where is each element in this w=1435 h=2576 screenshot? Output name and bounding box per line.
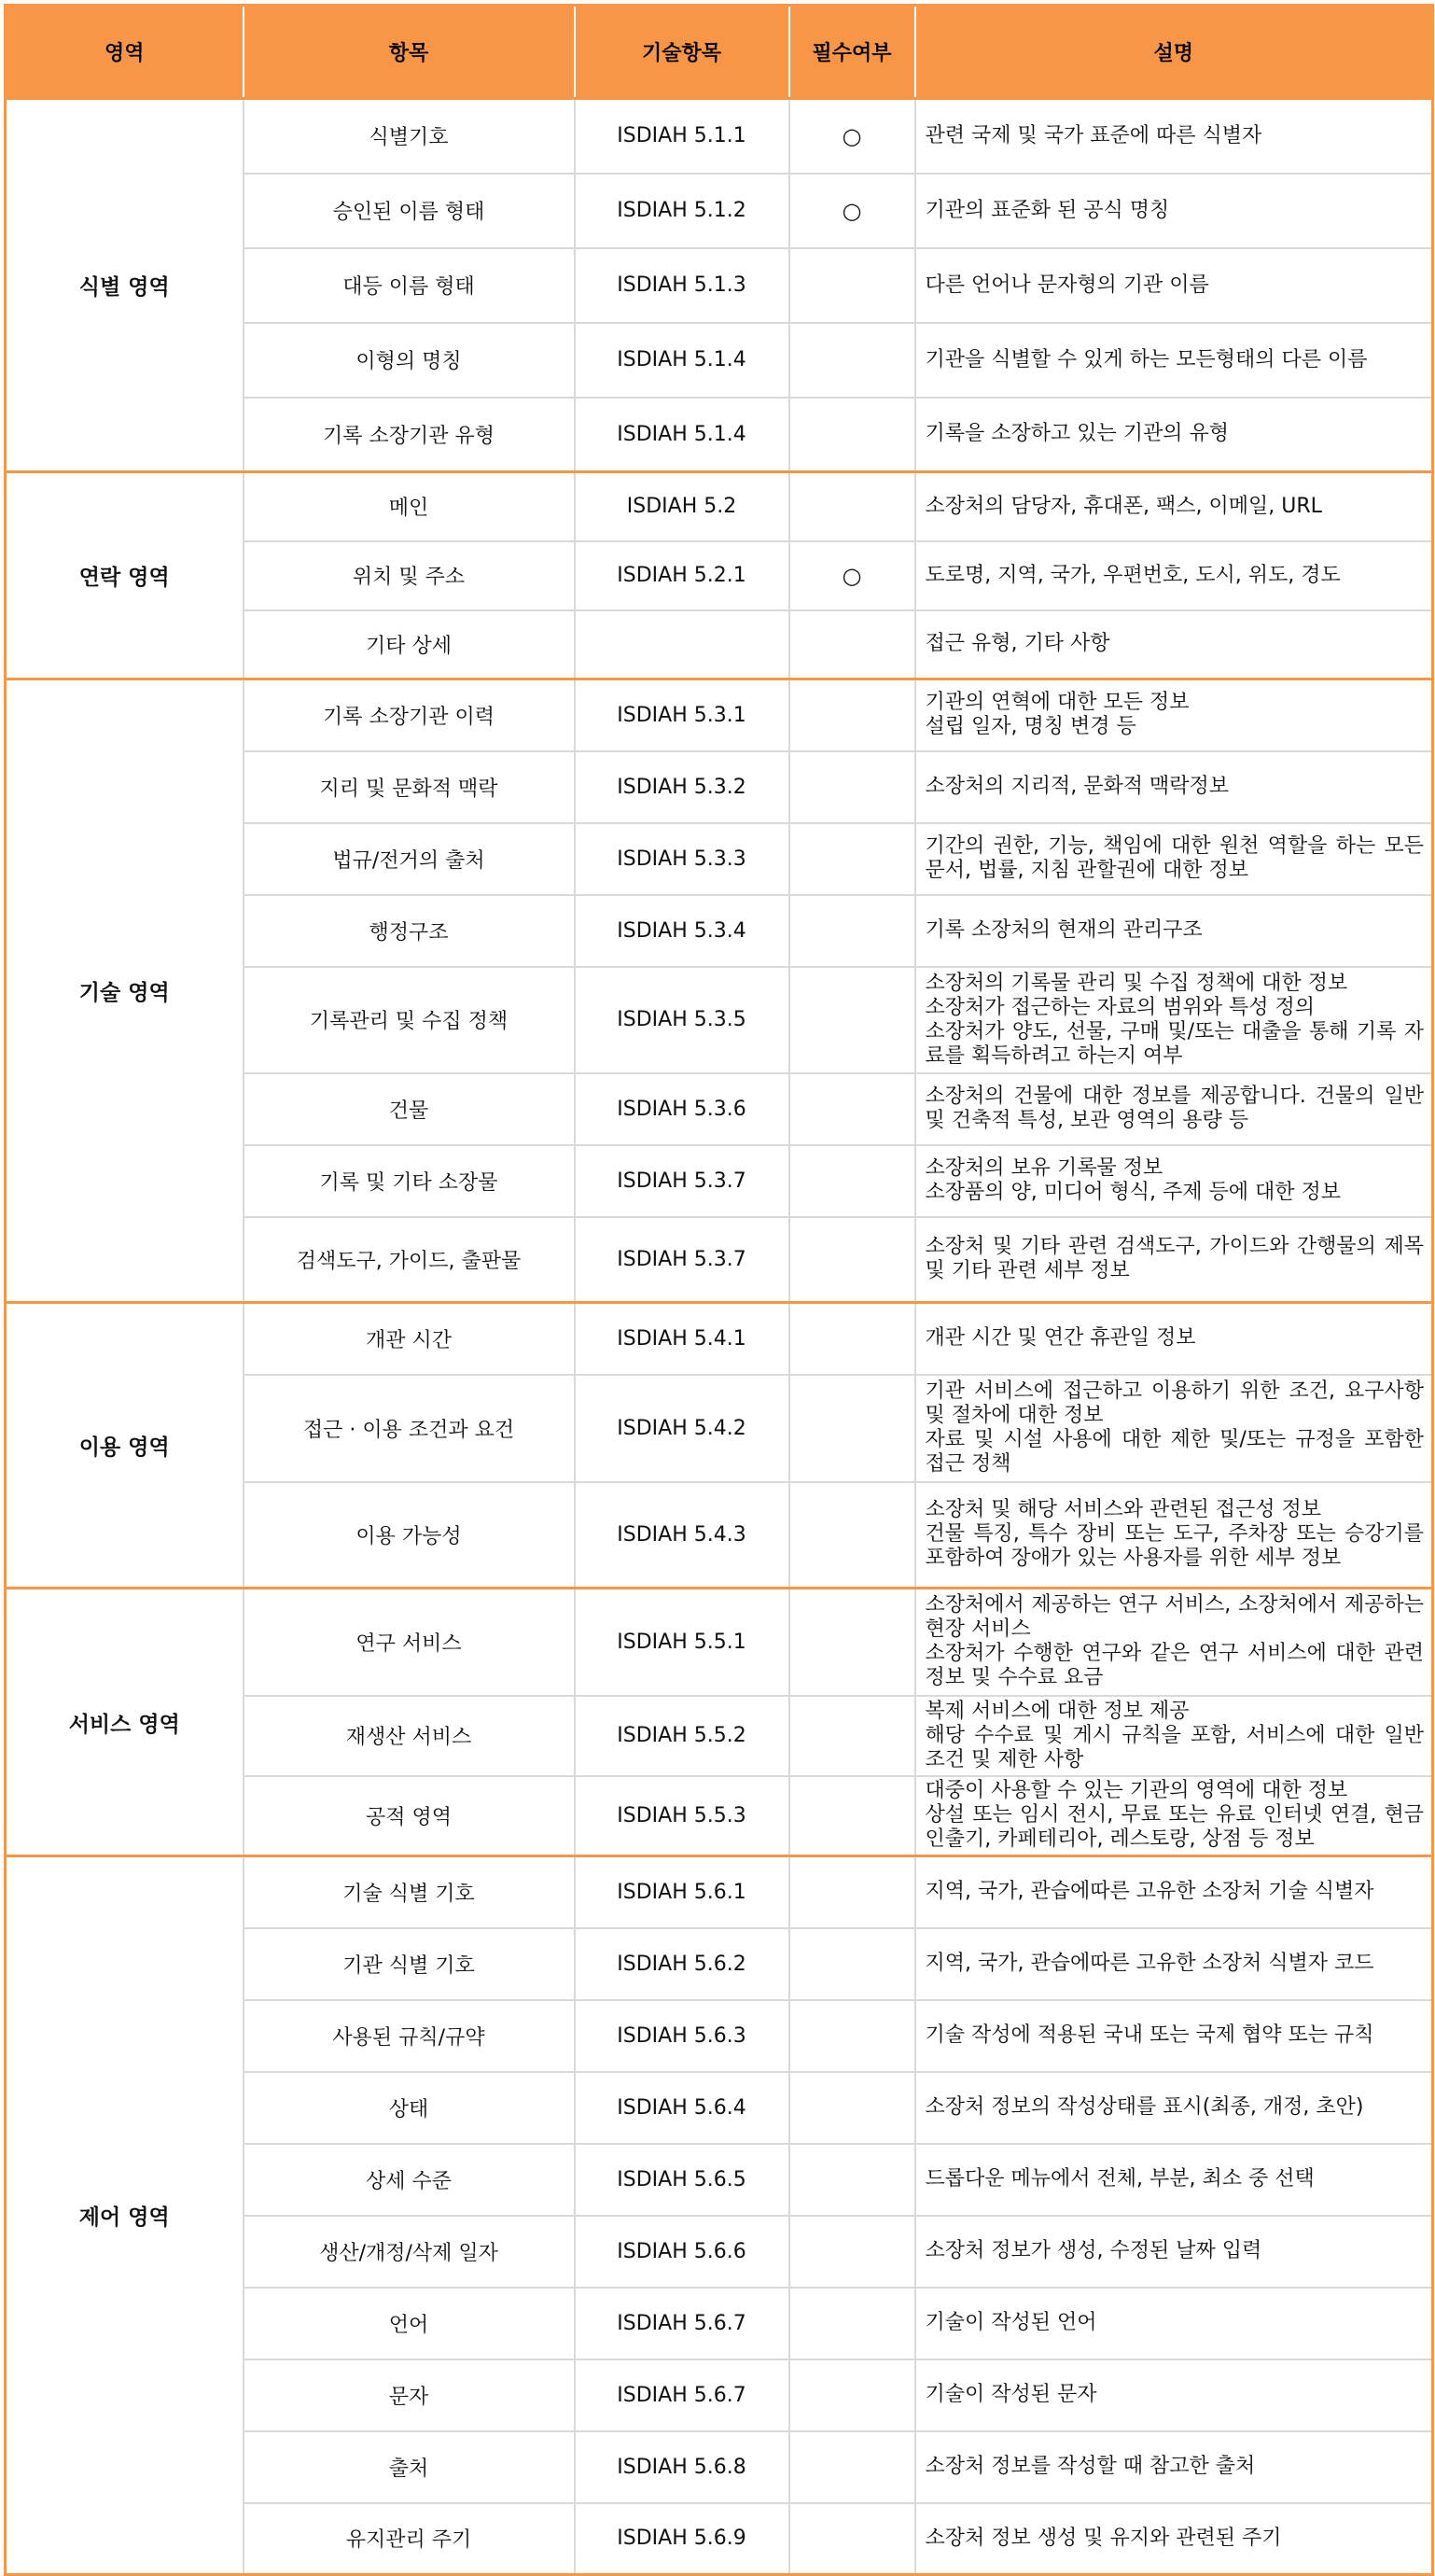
description-cell: 개관 시간 및 연간 휴관일 정보 <box>915 1303 1433 1375</box>
required-cell <box>789 679 915 751</box>
description-cell: 지역, 국가, 관습에따른 고유한 소장처 식별자 코드 <box>915 1928 1433 2000</box>
code-cell: ISDIAH 5.1.4 <box>575 323 789 398</box>
area-cell: 제어 영역 <box>6 1856 244 2575</box>
required-cell <box>789 967 915 1073</box>
description-cell: 기록 소장처의 현재의 관리구조 <box>915 895 1433 967</box>
header-code: 기술항목 <box>575 6 789 99</box>
description-cell: 소장처의 보유 기록물 정보 소장품의 양, 미디어 형식, 주제 등에 대한 정보 <box>915 1145 1433 1217</box>
required-cell <box>789 1217 915 1303</box>
required-cell <box>789 2216 915 2288</box>
header-description: 설명 <box>915 6 1433 99</box>
code-cell <box>575 610 789 679</box>
code-cell: ISDIAH 5.4.1 <box>575 1303 789 1375</box>
description-cell: 기록을 소장하고 있는 기관의 유형 <box>915 398 1433 472</box>
code-cell: ISDIAH 5.4.3 <box>575 1482 789 1589</box>
code-cell: ISDIAH 5.3.2 <box>575 751 789 823</box>
item-cell: 기록 소장기관 이력 <box>244 679 575 751</box>
item-cell: 식별기호 <box>244 99 575 174</box>
code-cell: ISDIAH 5.1.4 <box>575 398 789 472</box>
required-cell <box>789 1375 915 1482</box>
header-item: 항목 <box>244 6 575 99</box>
item-cell: 문자 <box>244 2359 575 2431</box>
code-cell: ISDIAH 5.6.8 <box>575 2431 789 2503</box>
description-cell: 소장처 정보를 작성할 때 참고한 출처 <box>915 2431 1433 2503</box>
required-cell <box>789 2072 915 2144</box>
item-cell: 승인된 이름 형태 <box>244 174 575 248</box>
required-cell <box>789 610 915 679</box>
code-cell: ISDIAH 5.6.3 <box>575 2000 789 2072</box>
required-cell <box>789 751 915 823</box>
required-cell <box>789 2431 915 2503</box>
item-cell: 상세 수준 <box>244 2144 575 2216</box>
code-cell: ISDIAH 5.6.6 <box>575 2216 789 2288</box>
item-cell: 검색도구, 가이드, 출판물 <box>244 1217 575 1303</box>
area-cell: 서비스 영역 <box>6 1589 244 1856</box>
description-cell: 기관의 표준화 된 공식 명칭 <box>915 174 1433 248</box>
description-cell: 기술이 작성된 문자 <box>915 2359 1433 2431</box>
code-cell: ISDIAH 5.3.7 <box>575 1217 789 1303</box>
description-cell: 기관의 연혁에 대한 모든 정보 설립 일자, 명칭 변경 등 <box>915 679 1433 751</box>
code-cell: ISDIAH 5.6.7 <box>575 2359 789 2431</box>
required-cell <box>789 248 915 323</box>
header-row <box>6 6 1433 99</box>
item-cell: 기록 소장기관 유형 <box>244 398 575 472</box>
required-cell <box>789 1696 915 1776</box>
required-cell: ○ <box>789 99 915 174</box>
item-cell: 법규/전거의 출처 <box>244 823 575 895</box>
description-cell: 다른 언어나 문자형의 기관 이름 <box>915 248 1433 323</box>
code-cell: ISDIAH 5.6.5 <box>575 2144 789 2216</box>
required-cell <box>789 823 915 895</box>
description-cell: 소장처 정보의 작성상태를 표시(최종, 개정, 초안) <box>915 2072 1433 2144</box>
description-cell: 소장처의 기록물 관리 및 수집 정책에 대한 정보 소장처가 접근하는 자료의 범위와 특성 정의 소장처가 양도, 선물, 구매 및/또는 대출을 통해 기록 자료를 획득하려고 하는지 여부 <box>915 967 1433 1073</box>
code-cell: ISDIAH 5.6.7 <box>575 2288 789 2359</box>
item-cell: 건물 <box>244 1073 575 1145</box>
item-cell: 위치 및 주소 <box>244 541 575 610</box>
item-cell: 연구 서비스 <box>244 1589 575 1696</box>
description-cell: 소장처에서 제공하는 연구 서비스, 소장처에서 제공하는 현장 서비스 소장처가 수행한 연구와 같은 연구 서비스에 대한 관련 정보 및 수수료 요금 <box>915 1589 1433 1696</box>
code-cell: ISDIAH 5.3.6 <box>575 1073 789 1145</box>
description-cell: 기관을 식별할 수 있게 하는 모든형태의 다른 이름 <box>915 323 1433 398</box>
description-cell: 소장처 정보 생성 및 유지와 관련된 주기 <box>915 2503 1433 2575</box>
description-cell: 소장처 정보가 생성, 수정된 날짜 입력 <box>915 2216 1433 2288</box>
item-cell: 생산/개정/삭제 일자 <box>244 2216 575 2288</box>
code-cell: ISDIAH 5.3.7 <box>575 1145 789 1217</box>
description-cell: 소장처의 건물에 대한 정보를 제공합니다. 건물의 일반 및 건축적 특성, 보관 영역의 용량 등 <box>915 1073 1433 1145</box>
required-cell <box>789 1145 915 1217</box>
description-cell: 드롭다운 메뉴에서 전체, 부분, 최소 중 선택 <box>915 2144 1433 2216</box>
code-cell: ISDIAH 5.5.3 <box>575 1776 789 1856</box>
item-cell: 사용된 규칙/규약 <box>244 2000 575 2072</box>
description-cell: 소장처의 지리적, 문화적 맥락정보 <box>915 751 1433 823</box>
item-cell: 지리 및 문화적 맥락 <box>244 751 575 823</box>
required-cell <box>789 895 915 967</box>
description-cell: 접근 유형, 기타 사항 <box>915 610 1433 679</box>
area-cell: 연락 영역 <box>6 472 244 679</box>
item-cell: 접근 · 이용 조건과 요건 <box>244 1375 575 1482</box>
item-cell: 대등 이름 형태 <box>244 248 575 323</box>
code-cell: ISDIAH 5.6.4 <box>575 2072 789 2144</box>
code-cell: ISDIAH 5.2.1 <box>575 541 789 610</box>
item-cell: 공적 영역 <box>244 1776 575 1856</box>
description-cell: 기간의 권한, 기능, 책임에 대한 원천 역할을 하는 모든 문서, 법률, 지침 관할권에 대한 정보 <box>915 823 1433 895</box>
required-cell <box>789 1589 915 1696</box>
code-cell: ISDIAH 5.4.2 <box>575 1375 789 1482</box>
code-cell: ISDIAH 5.3.3 <box>575 823 789 895</box>
area-cell: 이용 영역 <box>6 1303 244 1589</box>
item-cell: 기술 식별 기호 <box>244 1856 575 1928</box>
item-cell: 출처 <box>244 2431 575 2503</box>
code-cell: ISDIAH 5.3.4 <box>575 895 789 967</box>
code-cell: ISDIAH 5.3.1 <box>575 679 789 751</box>
item-cell: 개관 시간 <box>244 1303 575 1375</box>
required-cell: ○ <box>789 174 915 248</box>
code-cell: ISDIAH 5.1.2 <box>575 174 789 248</box>
item-cell: 이용 가능성 <box>244 1482 575 1589</box>
required-cell <box>789 1776 915 1856</box>
description-cell: 소장처 및 기타 관련 검색도구, 가이드와 간행물의 제목 및 기타 관련 세부 정보 <box>915 1217 1433 1303</box>
description-cell: 기술이 작성된 언어 <box>915 2288 1433 2359</box>
table-row <box>6 99 1433 174</box>
item-cell: 언어 <box>244 2288 575 2359</box>
required-cell <box>789 398 915 472</box>
code-cell: ISDIAH 5.2 <box>575 472 789 541</box>
table-body <box>6 99 1433 2575</box>
required-cell <box>789 2503 915 2575</box>
item-cell: 유지관리 주기 <box>244 2503 575 2575</box>
table-row <box>6 1303 1433 1375</box>
required-cell <box>789 1856 915 1928</box>
table-row <box>6 1589 1433 1696</box>
code-cell: ISDIAH 5.5.1 <box>575 1589 789 1696</box>
required-cell <box>789 472 915 541</box>
required-cell <box>789 1928 915 2000</box>
header-area: 영역 <box>6 6 244 99</box>
description-cell: 대중이 사용할 수 있는 기관의 영역에 대한 정보 상설 또는 임시 전시, 무료 또는 유료 인터넷 연결, 현금 인출기, 카페테리아, 레스토랑, 상점 등 정보 <box>915 1776 1433 1856</box>
item-cell: 기관 식별 기호 <box>244 1928 575 2000</box>
area-cell: 식별 영역 <box>6 99 244 472</box>
code-cell: ISDIAH 5.6.1 <box>575 1856 789 1928</box>
item-cell: 상태 <box>244 2072 575 2144</box>
item-cell: 기타 상세 <box>244 610 575 679</box>
item-cell: 이형의 명칭 <box>244 323 575 398</box>
item-cell: 행정구조 <box>244 895 575 967</box>
area-cell: 기술 영역 <box>6 679 244 1303</box>
required-cell: ○ <box>789 541 915 610</box>
code-cell: ISDIAH 5.3.5 <box>575 967 789 1073</box>
code-cell: ISDIAH 5.5.2 <box>575 1696 789 1776</box>
description-cell: 소장처 및 해당 서비스와 관련된 접근성 정보 건물 특징, 특수 장비 또는 도구, 주차장 또는 승강기를 포함하여 장애가 있는 사용자를 위한 세부 정보 <box>915 1482 1433 1589</box>
item-cell: 재생산 서비스 <box>244 1696 575 1776</box>
required-cell <box>789 1303 915 1375</box>
required-cell <box>789 1073 915 1145</box>
header-required: 필수여부 <box>789 6 915 99</box>
description-cell: 복제 서비스에 대한 정보 제공 해당 수수료 및 게시 규칙을 포함, 서비스에 대한 일반 조건 및 제한 사항 <box>915 1696 1433 1776</box>
code-cell: ISDIAH 5.1.3 <box>575 248 789 323</box>
description-cell: 도로명, 지역, 국가, 우편번호, 도시, 위도, 경도 <box>915 541 1433 610</box>
description-cell: 지역, 국가, 관습에따른 고유한 소장처 기술 식별자 <box>915 1856 1433 1928</box>
description-cell: 기술 작성에 적용된 국내 또는 국제 협약 또는 규칙 <box>915 2000 1433 2072</box>
table-row <box>6 1856 1433 1928</box>
isdiah-table <box>4 4 1434 2576</box>
item-cell: 메인 <box>244 472 575 541</box>
required-cell <box>789 323 915 398</box>
required-cell <box>789 2144 915 2216</box>
item-cell: 기록관리 및 수집 정책 <box>244 967 575 1073</box>
required-cell <box>789 1482 915 1589</box>
required-cell <box>789 2288 915 2359</box>
code-cell: ISDIAH 5.6.2 <box>575 1928 789 2000</box>
table-row <box>6 472 1433 541</box>
description-cell: 소장처의 담당자, 휴대폰, 팩스, 이메일, URL <box>915 472 1433 541</box>
description-cell: 관련 국제 및 국가 표준에 따른 식별자 <box>915 99 1433 174</box>
item-cell: 기록 및 기타 소장물 <box>244 1145 575 1217</box>
code-cell: ISDIAH 5.6.9 <box>575 2503 789 2575</box>
required-cell <box>789 2000 915 2072</box>
description-cell: 기관 서비스에 접근하고 이용하기 위한 조건, 요구사항 및 절차에 대한 정보 자료 및 시설 사용에 대한 제한 및/또는 규정을 포함한 접근 정책 <box>915 1375 1433 1482</box>
table-row <box>6 679 1433 751</box>
required-cell <box>789 2359 915 2431</box>
code-cell: ISDIAH 5.1.1 <box>575 99 789 174</box>
